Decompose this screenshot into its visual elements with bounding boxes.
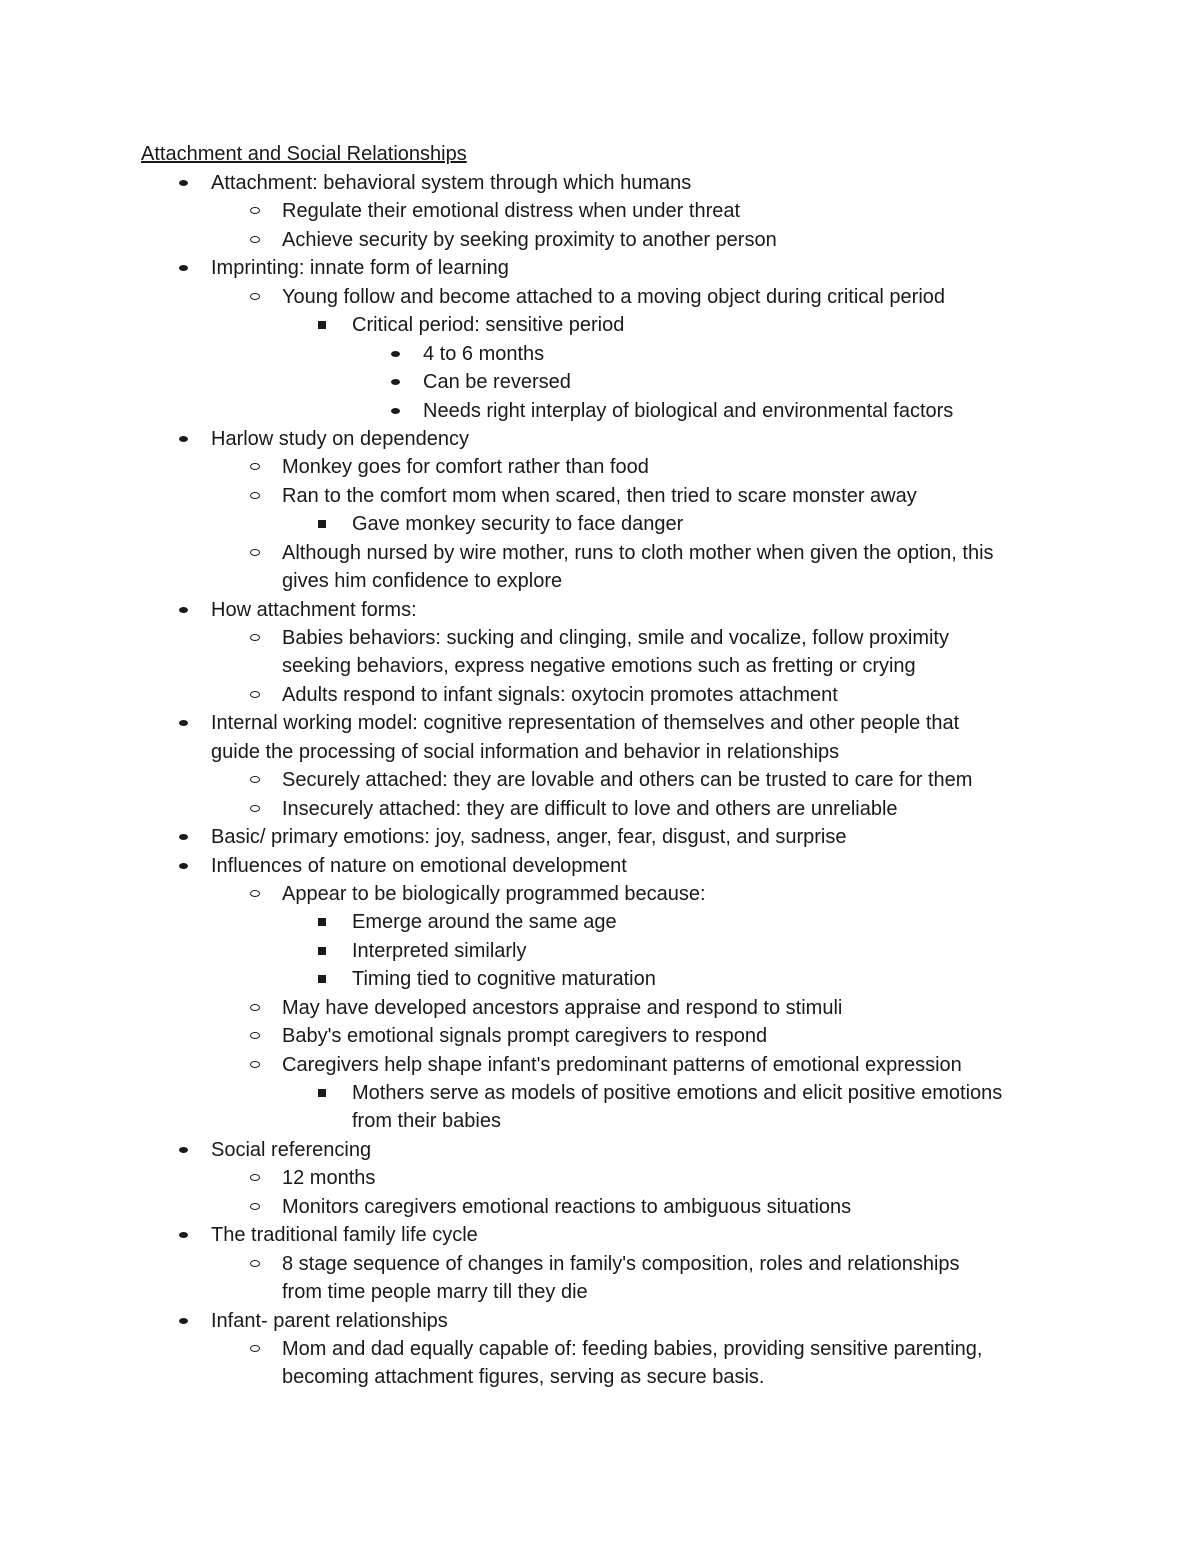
list-item xyxy=(0,311,1200,339)
list-item-text: from time people marry till they die xyxy=(282,1281,588,1304)
square-bullet-icon xyxy=(318,947,326,955)
list-item-text: Caregivers help shape infant's predominant patterns of emotional expression xyxy=(282,1053,962,1076)
list-item xyxy=(0,482,1200,510)
list-item-text: becoming attachment figures, serving as secure basis. xyxy=(282,1366,765,1389)
hollow-circle-bullet-icon xyxy=(250,293,260,300)
list-item xyxy=(0,397,1200,425)
list-item xyxy=(0,1335,1200,1363)
filled-circle-bullet-icon xyxy=(179,436,188,442)
list-item-continuation xyxy=(0,652,1200,680)
list-item-text: Emerge around the same age xyxy=(352,911,617,934)
list-item-text: Harlow study on dependency xyxy=(211,427,469,450)
hollow-circle-bullet-icon xyxy=(250,1203,260,1210)
hollow-circle-bullet-icon xyxy=(250,1174,260,1181)
list-item-text: Insecurely attached: they are difficult to love and others are unreliable xyxy=(282,797,898,820)
hollow-circle-bullet-icon xyxy=(250,549,260,556)
list-item-continuation xyxy=(0,1278,1200,1306)
list-item-text: Needs right interplay of biological and environmental factors xyxy=(423,399,954,422)
filled-circle-bullet-icon xyxy=(179,834,188,840)
square-bullet-icon xyxy=(318,321,326,329)
list-item xyxy=(0,1307,1200,1335)
hollow-circle-bullet-icon xyxy=(250,1004,260,1011)
list-item-text: from their babies xyxy=(352,1110,501,1133)
list-item xyxy=(0,510,1200,538)
list-item-text: 8 stage sequence of changes in family's composition, roles and relationships xyxy=(282,1252,960,1275)
filled-circle-bullet-icon xyxy=(179,863,188,869)
hollow-circle-bullet-icon xyxy=(250,890,260,897)
filled-circle-bullet-icon xyxy=(391,351,400,357)
hollow-circle-bullet-icon xyxy=(250,492,260,499)
list-item xyxy=(0,1079,1200,1107)
list-item-text: Influences of nature on emotional development xyxy=(211,854,627,877)
hollow-circle-bullet-icon xyxy=(250,1260,260,1267)
list-item xyxy=(0,1193,1200,1221)
list-item-text: Interpreted similarly xyxy=(352,939,527,962)
square-bullet-icon xyxy=(318,918,326,926)
list-item-text: 4 to 6 months xyxy=(423,342,545,365)
list-item-text: Can be reversed xyxy=(423,371,571,394)
list-item-text: Monkey goes for comfort rather than food xyxy=(282,456,649,479)
list-item-continuation xyxy=(0,738,1200,766)
filled-circle-bullet-icon xyxy=(179,180,188,186)
square-bullet-icon xyxy=(318,520,326,528)
hollow-circle-bullet-icon xyxy=(250,207,260,214)
hollow-circle-bullet-icon xyxy=(250,634,260,641)
list-item xyxy=(0,1136,1200,1164)
list-item-text: Regulate their emotional distress when under threat xyxy=(282,200,741,223)
list-item xyxy=(0,937,1200,965)
list-item xyxy=(0,880,1200,908)
hollow-circle-bullet-icon xyxy=(250,463,260,470)
list-item xyxy=(0,624,1200,652)
list-item-text: Although nursed by wire mother, runs to cloth mother when given the option, this xyxy=(282,541,994,564)
hollow-circle-bullet-icon xyxy=(250,236,260,243)
list-item xyxy=(0,226,1200,254)
square-bullet-icon xyxy=(318,1089,326,1097)
list-item-text: gives him confidence to explore xyxy=(282,570,563,593)
list-item-text: The traditional family life cycle xyxy=(211,1224,478,1247)
list-item-text: Imprinting: innate form of learning xyxy=(211,257,509,280)
hollow-circle-bullet-icon xyxy=(250,776,260,783)
list-item-text: Timing tied to cognitive maturation xyxy=(352,968,656,991)
hollow-circle-bullet-icon xyxy=(250,1061,260,1068)
list-item-text: Achieve security by seeking proximity to another person xyxy=(282,228,777,251)
list-item-text: Securely attached: they are lovable and others can be trusted to care for them xyxy=(282,769,973,792)
list-item xyxy=(0,197,1200,225)
list-item-text: Attachment: behavioral system through which humans xyxy=(211,172,692,194)
list-item xyxy=(0,283,1200,311)
list-item-text: Babies behaviors: sucking and clinging, smile and vocalize, follow proximity xyxy=(282,627,949,649)
list-item xyxy=(0,1250,1200,1278)
list-item xyxy=(0,1221,1200,1249)
filled-circle-bullet-icon xyxy=(179,1318,188,1324)
list-item xyxy=(0,425,1200,453)
list-item-text: May have developed ancestors appraise and respond to stimuli xyxy=(282,996,843,1019)
hollow-circle-bullet-icon xyxy=(250,1032,260,1039)
filled-circle-bullet-icon xyxy=(179,265,188,271)
list-item xyxy=(0,539,1200,567)
list-item-text: Internal working model: cognitive representation of themselves and other people that xyxy=(211,712,960,735)
list-item xyxy=(0,596,1200,624)
filled-circle-bullet-icon xyxy=(179,1232,188,1238)
list-item xyxy=(0,766,1200,794)
list-item-text: Adults respond to infant signals: oxytocin promotes attachment xyxy=(282,683,838,706)
list-item-continuation xyxy=(0,1107,1200,1135)
list-item-text: Young follow and become attached to a moving object during critical period xyxy=(282,285,946,308)
list-item-text: seeking behaviors, express negative emotions such as fretting or crying xyxy=(282,655,916,678)
list-item xyxy=(0,368,1200,396)
list-item xyxy=(0,852,1200,880)
filled-circle-bullet-icon xyxy=(179,720,188,726)
list-item-text: Mom and dad equally capable of: feeding babies, providing sensitive parenting, xyxy=(282,1337,983,1360)
list-item xyxy=(0,965,1200,993)
hollow-circle-bullet-icon xyxy=(250,1345,260,1352)
filled-circle-bullet-icon xyxy=(391,408,400,414)
list-item-text: Infant- parent relationships xyxy=(211,1309,448,1332)
list-item xyxy=(0,254,1200,282)
list-item xyxy=(0,453,1200,481)
filled-circle-bullet-icon xyxy=(179,1147,188,1153)
list-item xyxy=(0,169,1200,197)
document-title: Attachment and Social Relationships xyxy=(141,143,467,165)
square-bullet-icon xyxy=(318,975,326,983)
list-item-text: Social referencing xyxy=(211,1138,372,1161)
list-item-text: Baby's emotional signals prompt caregivers to respond xyxy=(282,1025,768,1048)
hollow-circle-bullet-icon xyxy=(250,691,260,698)
hollow-circle-bullet-icon xyxy=(250,805,260,812)
filled-circle-bullet-icon xyxy=(391,379,400,385)
list-item-text: Ran to the comfort mom when scared, then tried to scare monster away xyxy=(282,484,917,507)
list-item xyxy=(0,994,1200,1022)
filled-circle-bullet-icon xyxy=(179,607,188,613)
list-item xyxy=(0,681,1200,709)
list-item-continuation xyxy=(0,567,1200,595)
list-item xyxy=(0,709,1200,737)
bullet-outline xyxy=(0,169,1200,1392)
list-item xyxy=(0,1022,1200,1050)
list-item xyxy=(0,823,1200,851)
list-item-text: Mothers serve as models of positive emotions and elicit positive emotions xyxy=(352,1082,1003,1104)
list-item xyxy=(0,1164,1200,1192)
list-item xyxy=(0,908,1200,936)
list-item-text: guide the processing of social information and behavior in relationships xyxy=(211,740,840,763)
list-item-text: 12 months xyxy=(282,1167,376,1190)
list-item-text: Appear to be biologically programmed because: xyxy=(282,882,706,905)
list-item xyxy=(0,340,1200,368)
list-item xyxy=(0,795,1200,823)
list-item-text: Basic/ primary emotions: joy, sadness, anger, fear, disgust, and surprise xyxy=(211,826,847,849)
list-item-text: Critical period: sensitive period xyxy=(352,314,625,337)
list-item-continuation xyxy=(0,1363,1200,1391)
list-item-text: How attachment forms: xyxy=(211,598,417,621)
list-item-text: Monitors caregivers emotional reactions to ambiguous situations xyxy=(282,1195,852,1218)
list-item-text: Gave monkey security to face danger xyxy=(352,513,684,536)
list-item xyxy=(0,1051,1200,1079)
